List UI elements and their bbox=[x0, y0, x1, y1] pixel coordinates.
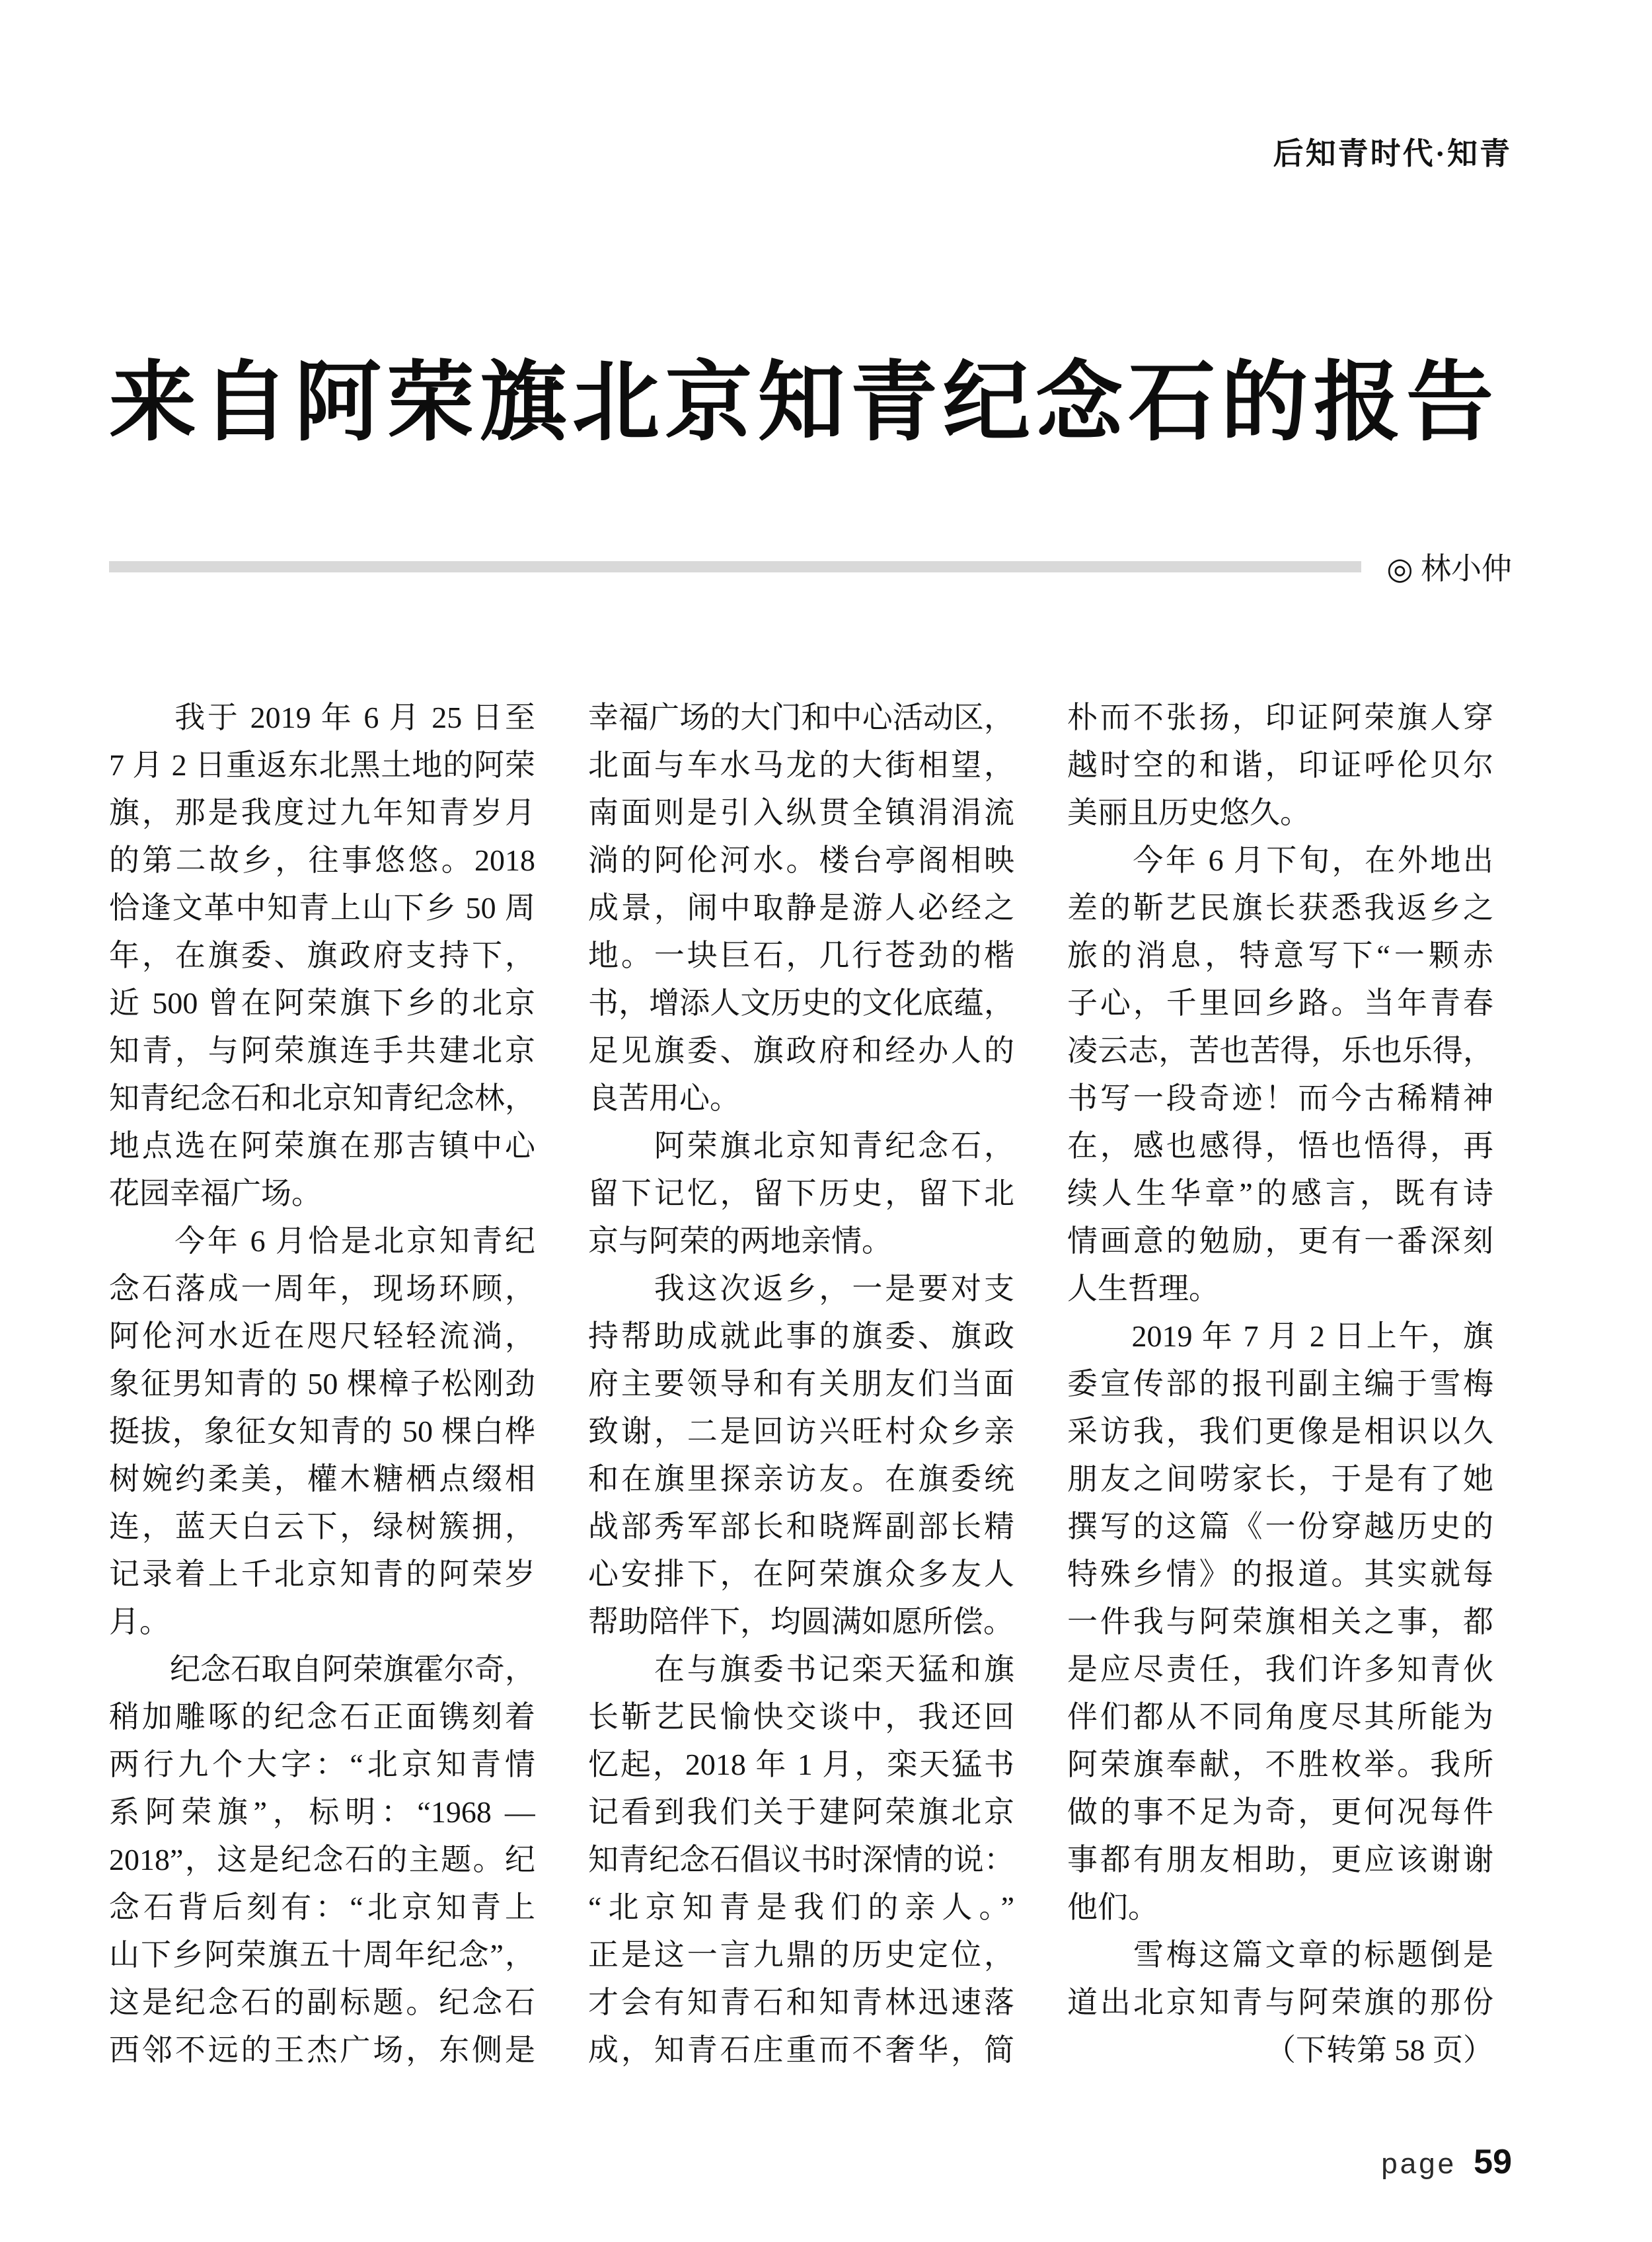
text-line: 采访我，我们更像是相识以久 bbox=[1067, 1414, 1493, 1448]
text-line: 两行九个大字：“北京知青情 bbox=[109, 1748, 535, 1781]
text-line: 是应尽责任，我们许多知青伙 bbox=[1067, 1652, 1493, 1686]
text-line: 地点选在阿荣旗在那吉镇中心 bbox=[109, 1129, 535, 1163]
text-line: 伴们都从不同角度尽其所能为 bbox=[1067, 1700, 1493, 1734]
text-line: “北京知青是我们的亲人。” bbox=[588, 1890, 1014, 1924]
text-line: 树婉约柔美，權木糖栖点缀相 bbox=[109, 1462, 535, 1496]
page-footer bbox=[1381, 2142, 1512, 2182]
text-line: 地。一块巨石，几行苍劲的楷 bbox=[588, 939, 1014, 972]
text-line: 成景，闹中取静是游人必经之 bbox=[588, 891, 1014, 925]
text-line: 一件我与阿荣旗相关之事，都 bbox=[1067, 1605, 1493, 1639]
text-line: 纪念石取自阿荣旗霍尔奇， bbox=[109, 1652, 535, 1686]
text-line: 象征男知青的 50 棵樟子松刚劲 bbox=[109, 1367, 535, 1401]
text-line: 差的靳艺民旗长获悉我返乡之 bbox=[1067, 891, 1493, 925]
text-line: 阿荣旗奉献，不胜枚举。我所 bbox=[1067, 1748, 1493, 1781]
text-line: 北面与车水马龙的大街相望， bbox=[588, 748, 1014, 782]
text-line: 长靳艺民愉快交谈中，我还回 bbox=[588, 1700, 1014, 1734]
byline-rule bbox=[109, 561, 1361, 572]
text-line: 知青，与阿荣旗连手共建北京 bbox=[109, 1034, 535, 1067]
page-label: page bbox=[1381, 2147, 1457, 2180]
text-line: 事都有朋友相助，更应该谢谢 bbox=[1067, 1843, 1493, 1876]
text-line: 西邻不远的王杰广场，东侧是 bbox=[109, 2033, 535, 2067]
text-line: （下转第 58 页） bbox=[1265, 2033, 1493, 2067]
text-line: 留下记忆，留下历史，留下北 bbox=[588, 1177, 1014, 1210]
section-header: 后知青时代·知青 bbox=[1273, 137, 1512, 171]
text-line: 的第二故乡，往事悠悠。2018 bbox=[109, 843, 535, 877]
text-line: 近 500 曾在阿荣旗下乡的北京 bbox=[109, 986, 535, 1020]
text-line: 知青纪念石和北京知青纪念林， bbox=[109, 1081, 535, 1115]
text-line: 情画意的勉励，更有一番深刻 bbox=[1067, 1224, 1493, 1258]
text-line: 忆起，2018 年 1 月，栾天猛书 bbox=[588, 1748, 1014, 1781]
text-line: 做的事不足为奇，更何况每件 bbox=[1067, 1795, 1493, 1829]
text-line: 年，在旗委、旗政府支持下， bbox=[109, 939, 535, 972]
text-line: 在与旗委书记栾天猛和旗 bbox=[588, 1652, 1014, 1686]
author-byline: ◎ 林小仲 bbox=[1386, 552, 1512, 586]
text-line: 念石落成一周年，现场环顾， bbox=[109, 1272, 535, 1305]
text-line: 府主要领导和有关朋友们当面 bbox=[588, 1367, 1014, 1401]
text-line: 才会有知青石和知青林迅速落 bbox=[588, 1986, 1014, 2019]
text-line: 山下乡阿荣旗五十周年纪念”， bbox=[109, 1938, 535, 1972]
text-line: 阿荣旗北京知青纪念石， bbox=[588, 1129, 1014, 1163]
text-line: 知青纪念石倡议书时深情的说： bbox=[588, 1843, 1014, 1876]
text-line: 今年 6 月恰是北京知青纪 bbox=[109, 1224, 535, 1258]
text-line: 委宣传部的报刊副主编于雪梅 bbox=[1067, 1367, 1493, 1401]
text-line: 记看到我们关于建阿荣旗北京 bbox=[588, 1795, 1014, 1829]
page-number: 59 bbox=[1474, 2143, 1512, 2181]
text-line: 月。 bbox=[109, 1605, 170, 1639]
text-line: 帮助陪伴下，均圆满如愿所偿。 bbox=[588, 1605, 1014, 1639]
text-line: 书，增添人文历史的文化底蕴， bbox=[588, 986, 1014, 1020]
text-line: 特殊乡情》的报道。其实就每 bbox=[1067, 1557, 1493, 1591]
text-line: 阿伦河水近在咫尺轻轻流淌， bbox=[109, 1319, 535, 1353]
text-line: 南面则是引入纵贯全镇涓涓流 bbox=[588, 796, 1014, 830]
text-line: 子心，千里回乡路。当年青春 bbox=[1067, 986, 1493, 1020]
text-line: 系阿荣旗”，标明：“1968 — bbox=[109, 1795, 535, 1829]
text-line: 我于 2019 年 6 月 25 日至 bbox=[109, 701, 535, 734]
text-line: 花园幸福广场。 bbox=[109, 1177, 322, 1210]
text-line: 人生哲理。 bbox=[1067, 1272, 1219, 1305]
text-line: 凌云志，苦也苦得，乐也乐得， bbox=[1067, 1034, 1493, 1067]
text-line: 淌的阿伦河水。楼台亭阁相映 bbox=[588, 843, 1014, 877]
text-line: 雪梅这篇文章的标题倒是 bbox=[1067, 1938, 1493, 1972]
text-line: 越时空的和谐，印证呼伦贝尔 bbox=[1067, 748, 1493, 782]
text-line: 致谢，二是回访兴旺村众乡亲 bbox=[588, 1414, 1014, 1448]
text-line: 续人生华章”的感言，既有诗 bbox=[1067, 1177, 1493, 1210]
text-line: 恰逢文革中知青上山下乡 50 周 bbox=[109, 891, 535, 925]
text-line: 心安排下，在阿荣旗众多友人 bbox=[588, 1557, 1014, 1591]
text-line: 书写一段奇迹！而今古稀精神 bbox=[1067, 1081, 1493, 1115]
text-line: 连，蓝天白云下，绿树簇拥， bbox=[109, 1510, 535, 1543]
text-column-2 bbox=[588, 694, 1014, 2074]
text-line: 持帮助成就此事的旗委、旗政 bbox=[588, 1319, 1014, 1353]
text-line: 正是这一言九鼎的历史定位， bbox=[588, 1938, 1014, 1972]
text-column-3 bbox=[1067, 694, 1493, 2074]
text-line: 2018”，这是纪念石的主题。纪 bbox=[109, 1843, 535, 1876]
text-line: 撰写的这篇《一份穿越历史的 bbox=[1067, 1510, 1493, 1543]
text-line: 挺拔，象征女知青的 50 棵白桦 bbox=[109, 1414, 535, 1448]
article-body bbox=[109, 694, 1493, 2074]
text-line: 朋友之间唠家长，于是有了她 bbox=[1067, 1462, 1493, 1496]
text-line: 他们。 bbox=[1067, 1890, 1158, 1924]
text-line: 成，知青石庄重而不奢华，简 bbox=[588, 2033, 1014, 2067]
text-line: 今年 6 月下旬，在外地出 bbox=[1067, 843, 1493, 877]
text-line: 良苦用心。 bbox=[588, 1081, 740, 1115]
article-title: 来自阿荣旗北京知青纪念石的报告 bbox=[109, 354, 1493, 451]
text-line: 我这次返乡，一是要对支 bbox=[588, 1272, 1014, 1305]
text-line: 和在旗里探亲访友。在旗委统 bbox=[588, 1462, 1014, 1496]
text-line: 记录着上千北京知青的阿荣岁 bbox=[109, 1557, 535, 1591]
text-line: 足见旗委、旗政府和经办人的 bbox=[588, 1034, 1014, 1067]
text-line: 稍加雕啄的纪念石正面镌刻着 bbox=[109, 1700, 535, 1734]
text-line: 战部秀军部长和晓辉副部长精 bbox=[588, 1510, 1014, 1543]
text-line: 美丽且历史悠久。 bbox=[1067, 796, 1310, 830]
text-line: 旗，那是我度过九年知青岁月 bbox=[109, 796, 535, 830]
text-line: 京与阿荣的两地亲情。 bbox=[588, 1224, 892, 1258]
text-line: 道出北京知青与阿荣旗的那份 bbox=[1067, 1986, 1493, 2019]
text-line: 这是纪念石的副标题。纪念石 bbox=[109, 1986, 535, 2019]
text-line: 2019 年 7 月 2 日上午，旗 bbox=[1067, 1319, 1493, 1353]
text-line: 旅的消息，特意写下“一颗赤 bbox=[1067, 939, 1493, 972]
text-line: 幸福广场的大门和中心活动区， bbox=[588, 701, 1014, 734]
text-column-1 bbox=[109, 694, 535, 2074]
text-line: 在，感也感得，悟也悟得，再 bbox=[1067, 1129, 1493, 1163]
text-line: 念石背后刻有：“北京知青上 bbox=[109, 1890, 535, 1924]
text-line: 朴而不张扬，印证阿荣旗人穿 bbox=[1067, 701, 1493, 734]
text-line: 7 月 2 日重返东北黑土地的阿荣 bbox=[109, 748, 535, 782]
